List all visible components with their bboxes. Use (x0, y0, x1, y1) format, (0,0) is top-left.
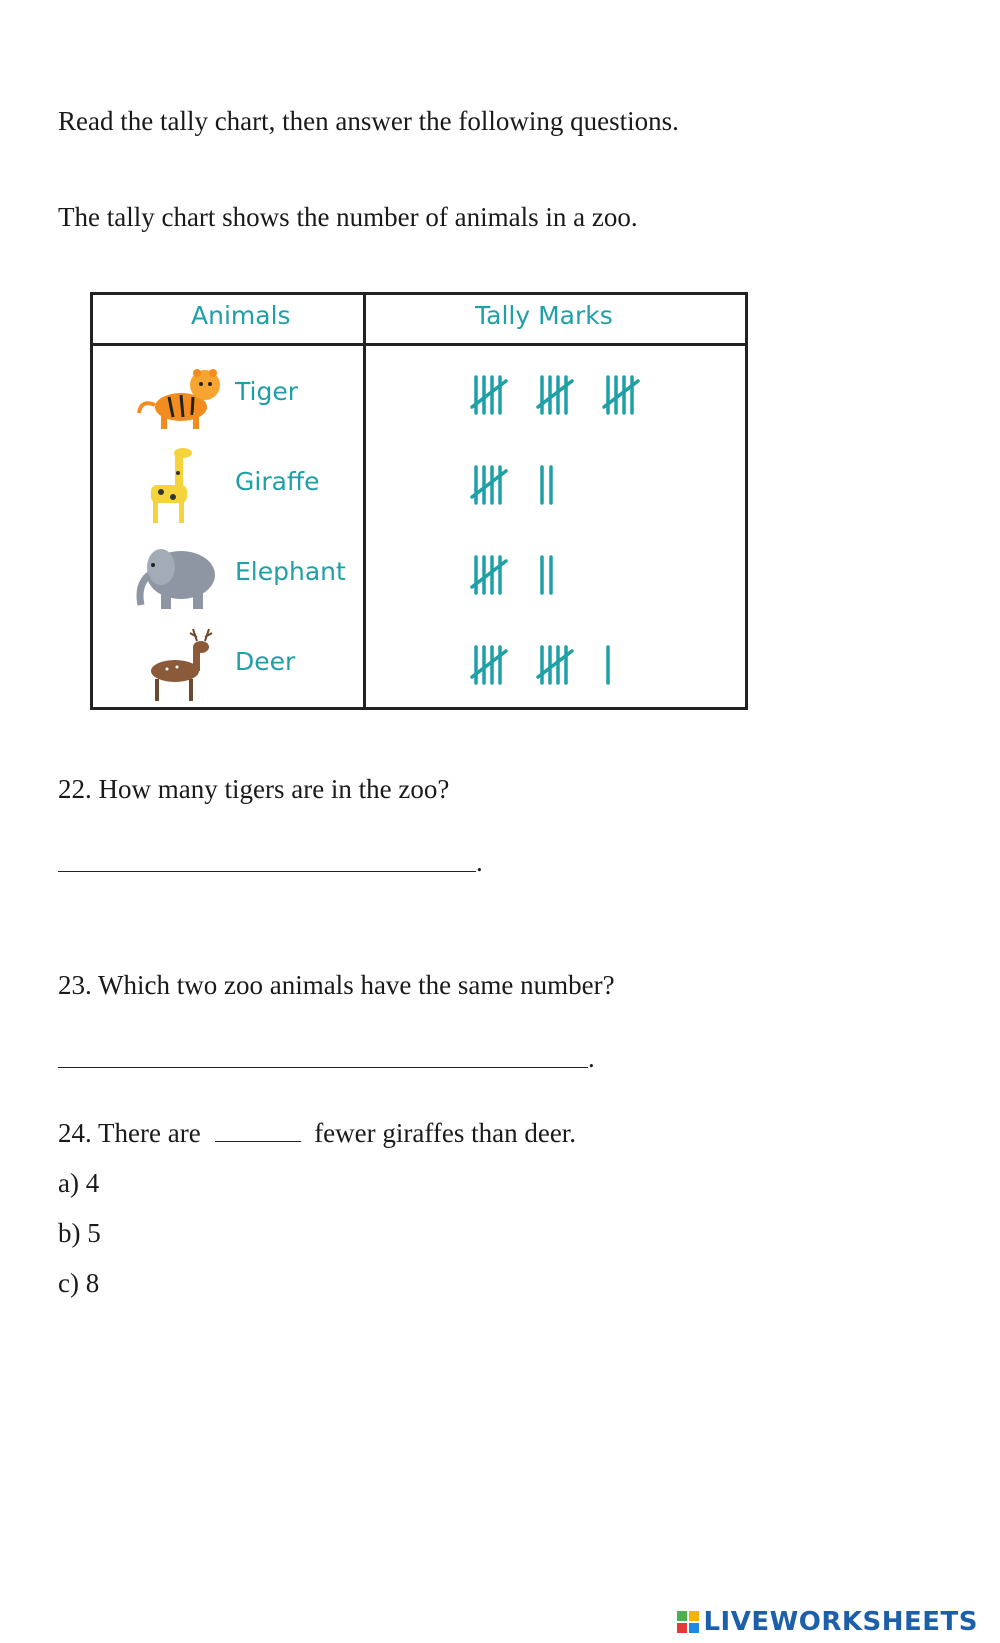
deer-icon (131, 625, 227, 705)
liveworksheets-brand (677, 1607, 978, 1637)
animal-name-tiger: Tiger (235, 377, 298, 406)
instruction-chart: The tally chart shows the number of animals in a zoo. (58, 202, 638, 232)
tally-marks-giraffe (468, 459, 708, 509)
animal-name-elephant: Elephant (235, 557, 346, 586)
header-animals: Animals (191, 301, 291, 330)
answer-field-23[interactable] (58, 1043, 598, 1073)
tally-marks-tiger (468, 369, 708, 419)
chart-row-giraffe (93, 439, 745, 529)
chart-row-deer (93, 619, 745, 709)
answer-23-period: . (588, 1043, 595, 1073)
option-b[interactable]: b) 5 (58, 1218, 101, 1248)
chart-row-elephant (93, 529, 745, 619)
tally-marks-deer (468, 639, 708, 689)
tiger-icon (131, 355, 227, 435)
animal-name-deer: Deer (235, 647, 296, 676)
option-a[interactable]: a) 4 (58, 1168, 100, 1198)
header-tally-marks: Tally Marks (475, 301, 613, 330)
question-23: 23. Which two zoo animals have the same number? (58, 970, 615, 1000)
question-24-before: 24. There are (58, 1118, 201, 1148)
chart-row-tiger (93, 349, 745, 439)
answer-field-22[interactable] (58, 847, 488, 877)
question-24-after: fewer giraffes than deer. (314, 1118, 577, 1148)
elephant-icon (131, 535, 227, 615)
instruction-read: Read the tally chart, then answer the following questions. (58, 106, 679, 136)
question-24 (58, 1116, 576, 1150)
animal-name-giraffe: Giraffe (235, 467, 320, 496)
giraffe-icon (131, 445, 227, 525)
answer-field-24[interactable] (215, 1137, 301, 1142)
tally-chart (90, 292, 748, 710)
brand-name: LIVEWORKSHEETS (703, 1607, 978, 1637)
liveworksheets-logo-icon (677, 1611, 699, 1633)
answer-22-period: . (476, 847, 483, 877)
option-c[interactable]: c) 8 (58, 1268, 100, 1298)
chart-header-divider (93, 343, 745, 346)
tally-marks-elephant (468, 549, 708, 599)
question-22: 22. How many tigers are in the zoo? (58, 774, 450, 804)
